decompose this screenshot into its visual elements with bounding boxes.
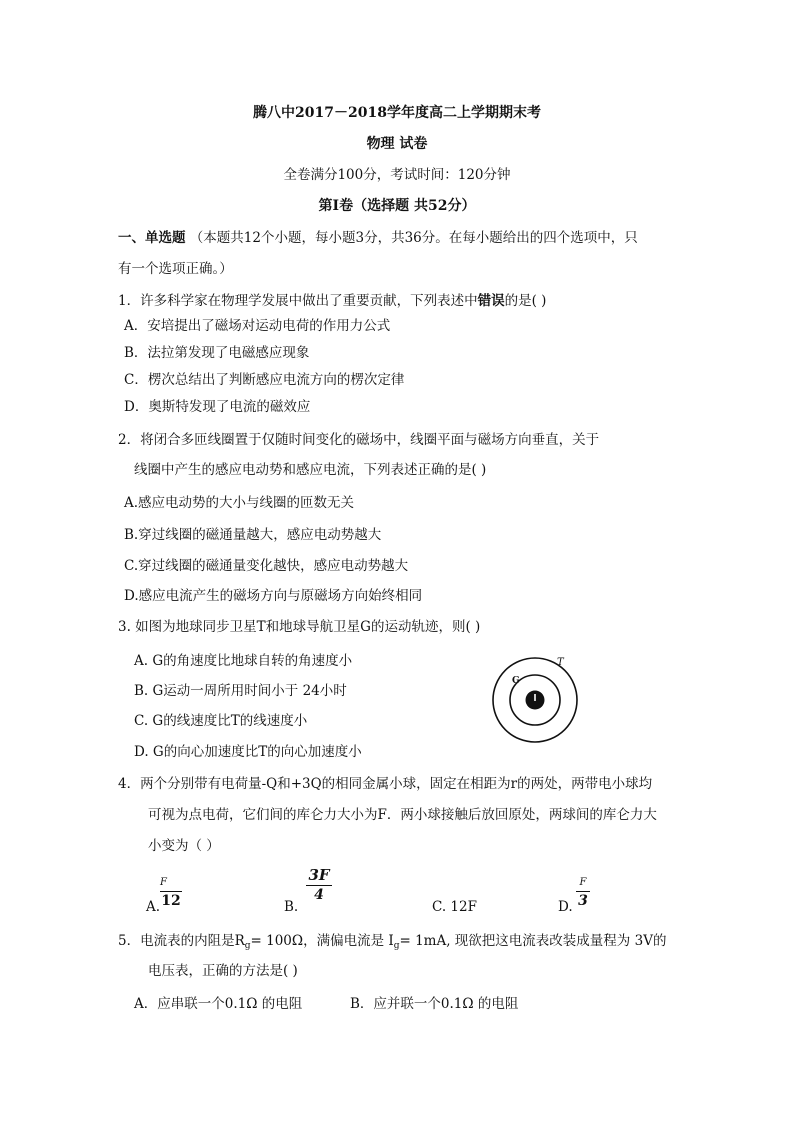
q2-option-d: D.感应电流产生的磁场方向与原磁场方向始终相同 — [124, 588, 423, 604]
q1-option-c: C．楞次总结出了判断感应电流方向的楞次定律 — [124, 372, 405, 388]
fraction-bar — [576, 891, 590, 892]
q5-stem-part1: 5．电流表的内阻是R — [118, 933, 245, 949]
fraction-bar — [160, 891, 182, 892]
q3-stem: 3. 如图为地球同步卫星T和地球导航卫星G的运动轨迹，则( ) — [118, 619, 481, 635]
q3-option-a: A. G的角速度比地球自转的角速度小 — [134, 653, 353, 669]
q4-option-a-fraction — [160, 876, 182, 909]
q1-option-a: A．安培提出了磁场对运动电荷的作用力公式 — [124, 318, 391, 334]
section-desc-cont: 有一个选项正确。） — [118, 261, 233, 277]
q4-stem-line2: 可视为点电荷，它们间的库仑力大小为F．两小球接触后放回原处，两球间的库仑力大 — [148, 807, 657, 823]
section-heading-line — [118, 229, 638, 247]
q4-stem-line1: 4．两个分别带有电荷量-Q和+3Q的相同金属小球，固定在相距为r的两处，两带电小球均 — [118, 776, 653, 792]
q5-option-a: A．应串联一个0.1Ω 的电阻 — [134, 996, 303, 1012]
q1-stem — [118, 292, 546, 310]
section-heading: 一、单选题 — [118, 230, 186, 246]
q2-option-b: B.穿过线圈的磁通量越大，感应电动势越大 — [124, 527, 382, 543]
exam-info: 全卷满分100分，考试时间：120分钟 — [283, 167, 511, 183]
q2-stem-line2: 线圈中产生的感应电动势和感应电流，下列表述正确的是( ) — [134, 462, 487, 478]
q4-b-numerator: 3F — [308, 866, 330, 884]
q4-b-denominator: 4 — [314, 887, 324, 903]
q4-a-denominator: 12 — [161, 893, 181, 909]
q1-option-b: B．法拉第发现了电磁感应现象 — [124, 345, 310, 361]
q4-option-b-label: B. — [284, 899, 299, 915]
q2-option-c: C.穿过线圈的磁通量变化越快，感应电动势越大 — [124, 558, 409, 574]
q5-stem-line1 — [118, 932, 666, 955]
q1-stem-emphasis: 错误 — [477, 293, 505, 309]
exam-title: 腾八中2017－2018学年度高二上学期期末考 — [253, 105, 541, 121]
q4-option-a-label: A. — [146, 899, 161, 915]
q4-option-c: C. 12F — [432, 899, 477, 915]
q4-d-numerator: F — [579, 877, 587, 888]
q5-subscript-rg: g — [244, 941, 251, 951]
q3-option-b: B. G运动一周所用时间小于 24小时 — [134, 683, 347, 699]
q4-option-d-fraction — [576, 876, 590, 909]
q2-option-a: A.感应电动势的大小与线圈的匝数无关 — [124, 495, 355, 511]
q1-option-d: D．奥斯特发现了电流的磁效应 — [124, 399, 311, 415]
q3-option-c: C. G的线速度比T的线速度小 — [134, 713, 308, 729]
q5-subscript-ig: g — [393, 941, 400, 951]
q4-d-denominator: 3 — [578, 893, 588, 909]
q4-a-numerator: F — [160, 877, 167, 888]
q5-stem-part2: = 100Ω，满偏电流是 I — [250, 933, 394, 949]
exam-subject: 物理 试卷 — [366, 136, 428, 152]
label-t: T — [557, 657, 564, 668]
fraction-bar — [306, 885, 332, 886]
q5-stem-line2: 电压表，正确的方法是( ) — [148, 963, 298, 979]
q1-stem-part1: 1．许多科学家在物理学发展中做出了重要贡献，下列表述中 — [118, 293, 478, 309]
q1-stem-part2: 的是( ) — [504, 293, 547, 309]
label-g: G — [512, 676, 520, 686]
q3-option-d: D. G的向心加速度比T的向心加速度小 — [134, 744, 362, 760]
q4-option-b-fraction — [306, 867, 332, 903]
q2-stem-line1: 2．将闭合多匝线圈置于仅随时间变化的磁场中，线圈平面与磁场方向垂直，关于 — [118, 432, 600, 448]
q4-option-d-label: D. — [558, 899, 573, 915]
volume-heading: 第Ⅰ卷（选择题 共52分） — [318, 198, 476, 214]
satellite-orbit-figure — [480, 645, 590, 755]
section-desc: （本题共12个小题，每小题3分，共36分。在每小题给出的四个选项中，只 — [189, 230, 638, 246]
q4-stem-line3: 小变为（ ） — [148, 838, 220, 854]
q5-stem-part3: = 1mA, 现欲把这电流表改装成量程为 3V的 — [399, 933, 667, 949]
q5-option-b: B．应并联一个0.1Ω 的电阻 — [350, 996, 519, 1012]
